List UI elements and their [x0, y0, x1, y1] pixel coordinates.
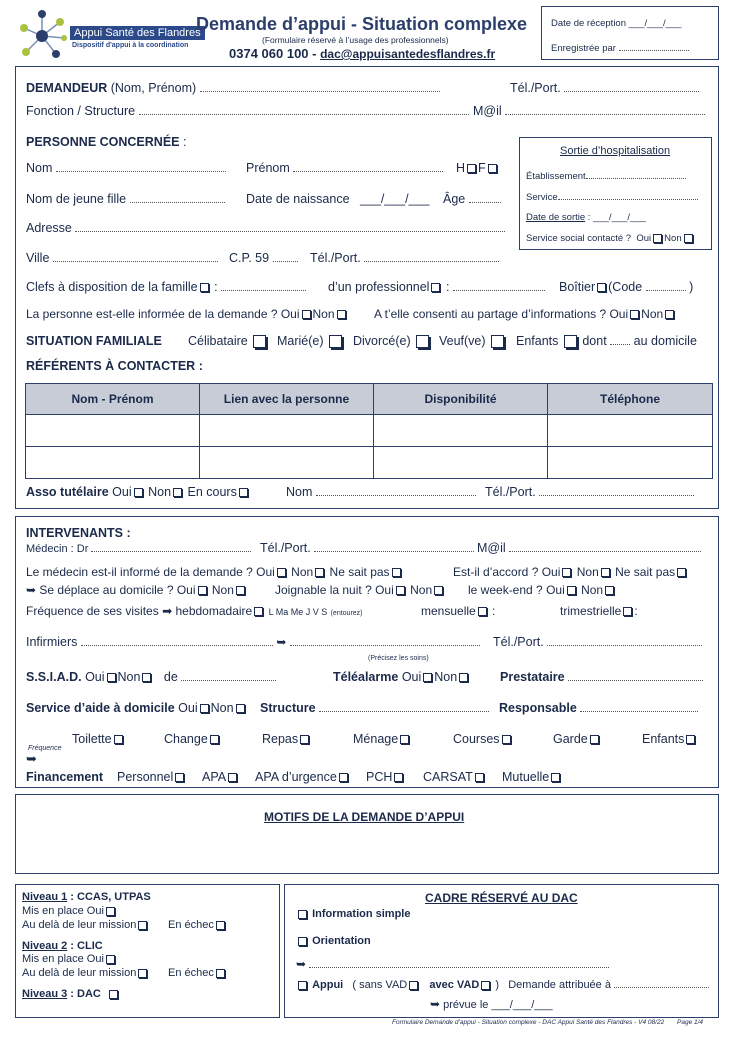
demandeur-fonction-field[interactable]: [139, 104, 469, 115]
table-header: Nom - Prénom Lien avec la personne Disponibilité Téléphone: [26, 384, 713, 415]
prenom-field[interactable]: [293, 161, 443, 172]
sex-h-checkbox[interactable]: [467, 164, 476, 173]
page-title: Demande d’appui - Situation complexe: [196, 14, 528, 34]
contact-phone: 0374 060 100: [229, 46, 309, 61]
table-row: [26, 447, 713, 479]
intervenants-heading: INTERVENANTS :: [26, 526, 131, 540]
page-number: Page 1/4: [677, 1019, 704, 1026]
arrow-right-icon: ➥: [430, 997, 441, 1011]
arrow-right-icon: ➥: [26, 751, 37, 766]
reception-box: Date de réception ___/___/___ Enregistrée par: [541, 6, 719, 60]
page-subtitle: (Formulaire réservé à l’usage des professionnels): [262, 35, 449, 45]
logo-name: Appui Santé des Flandres: [70, 26, 205, 40]
arrow-right-icon: ➥: [276, 635, 287, 649]
demandeur-name-field[interactable]: [200, 81, 440, 92]
arrow-right-icon: ➡: [162, 604, 173, 618]
adresse-field[interactable]: [75, 221, 505, 232]
motifs-title: MOTIFS DE LA DEMANDE D’APPUI: [264, 810, 465, 824]
cadre-title: CADRE RÉSERVÉ AU DAC: [425, 891, 578, 905]
table-row: [26, 415, 713, 447]
contact-email[interactable]: dac@appuisantedesflandres.fr: [320, 47, 496, 61]
sex-f-checkbox[interactable]: [488, 164, 497, 173]
hospitalisation-box: Sortie d’hospitalisation Établissement Service Date de sortie : ___/___/___ Service social contacté ? Oui Non: [519, 137, 712, 250]
logo-network-icon: [14, 8, 70, 64]
logo-tagline: Dispositif d'appui à la coordination: [72, 42, 189, 49]
intervenants-section: [15, 516, 719, 788]
personne-heading: PERSONNE CONCERNÉE :: [26, 135, 187, 149]
logo: [14, 8, 201, 66]
nom-field[interactable]: [56, 161, 226, 172]
referents-table: [25, 383, 713, 479]
registered-by-field[interactable]: [619, 40, 689, 51]
referents-heading: RÉFÉRENTS À CONTACTER :: [26, 359, 203, 373]
arrow-right-icon: ➥: [26, 583, 37, 597]
motifs-section[interactable]: [15, 794, 719, 874]
footer-text: Formulaire Demande d’appui - Situation complexe - DAC Appui Santé des Flandres - V4 08/22: [392, 1019, 665, 1026]
contact-line: 0374 060 100 - dac@appuisantedesflandres.fr: [229, 46, 496, 61]
arrow-right-icon: ➥: [296, 957, 307, 971]
demandeur-tel-field[interactable]: [564, 81, 699, 92]
demandeur-mail-field[interactable]: [505, 104, 705, 115]
